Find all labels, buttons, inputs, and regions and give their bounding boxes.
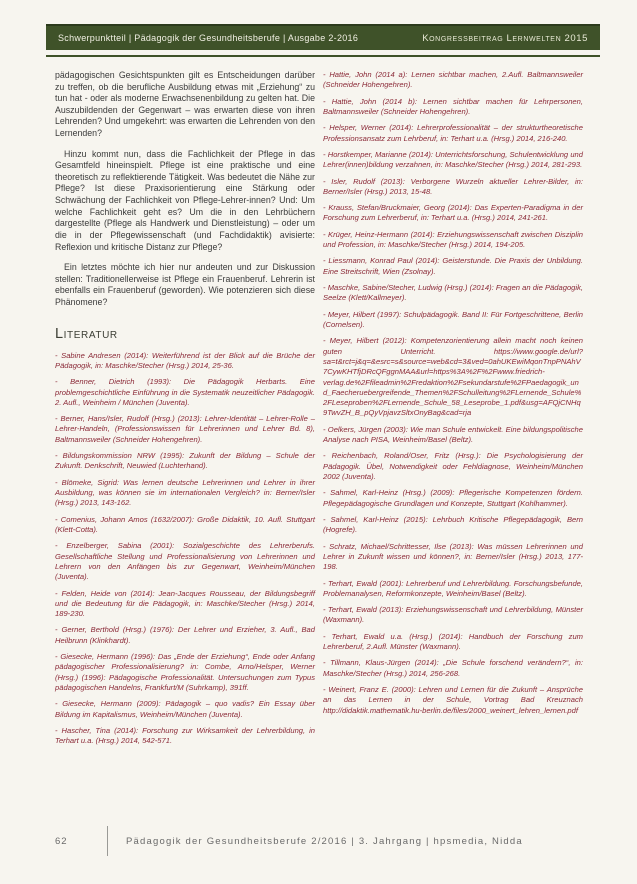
footer xyxy=(55,826,583,856)
left-column xyxy=(55,70,315,753)
paragraph: pädagogischen Gesichtspunkten gilt es Entscheidungen darüber zu treffen, ob die berufliche Ausbildung etwas mit „Erziehung“ zu tun hat - oder als moderne Erwachsenenbildung zu gelten hat. Die Auszubildenden der Gegenwart – was erwarten diese von ihren Lehrenden? Und umgekehrt: was erwarten die Lehrenden von den Lernenden? xyxy=(55,70,315,139)
reference-item: - Hattie, John (2014 b): Lernen sichtbar machen für Lehrpersonen, Baltmannsweiler (Schneider Hohengehren). xyxy=(323,97,583,118)
reference-item: - Sabine Andresen (2014): Weiterführend ist der Blick auf die Brüche der Pädagogik, in: Maschke/Stecher (Hrsg.) 2014, 25-36. xyxy=(55,351,315,372)
reference-item: - Giesecke, Hermann (2009): Pädagogik – quo vadis? Ein Essay über Bildung im Kapitalismus, Weinheim/München (Juventa). xyxy=(55,699,315,720)
reference-item: - Sahmel, Karl-Heinz (2015): Lehrbuch Kritische Pflegepädagogik, Bern (Hogrefe). xyxy=(323,515,583,536)
footer-journal-info: Pädagogik der Gesundheitsberufe 2/2016 | 3. Jahrgang | hpsmedia, Nidda xyxy=(126,835,523,847)
reference-list-right xyxy=(323,70,583,716)
reference-item: - Terhart, Ewald u.a. (Hrsg.) (2014): Handbuch der Forschung zum Lehrerberuf, 2.Aufl. Münster (Waxmann). xyxy=(323,632,583,653)
reference-item: - Isler, Rudolf (2013): Verborgene Wurzeln aktueller Lehrer-Bilder, in: Berner/Isler (Hrsg.) 2013, 15-48. xyxy=(323,177,583,198)
reference-item: - Krüger, Heinz-Hermann (2014): Erziehungswissenschaft zwischen Disziplin und Profession, in: Maschke/Stecher (Hrsg.) 2014, 194-205. xyxy=(323,230,583,251)
reference-item: - Benner, Dietrich (1993): Die Pädagogik Herbarts. Eine problemgeschichtliche Einführung in die Systematik neuzeitlicher Pädagogik. 2. Aufl., Weinheim / München (Juventa). xyxy=(55,377,315,408)
reference-item: - Blömeke, Sigrid: Was lernen deutsche Lehrerinnen und Lehrer in ihrer Ausbildung, was können sie im internationalen Vergleich? in: Berner/Isler (Hrsg.) 2013, 143-162. xyxy=(55,478,315,509)
header-rule xyxy=(46,55,600,57)
paragraph: Hinzu kommt nun, dass die Fachlichkeit der Pflege in das Gesamtfeld hineinspielt. Pflege ist eine praktische und eine theoretisch zu reflektierende Tätigkeit. Was bedeutet die Nähe zur Pflege? Ist diese Praxisorientierung eine Stärkung oder Schwächung der Fachlichkeit von Pflege-Lehrer-innen? Und: Um welche Fachlichkeit geht es? Um die in den Lehrbüchern dargestellte (Pflege als Handwerk und Dienstleistung) – oder um die in der Pflegewissenschaft (und Fachdidaktik) avisierte: Reflexion und kritische Distanz zur Pflege? xyxy=(55,148,315,252)
header-congress-label: Kongressbeitrag Lernwelten 2015 xyxy=(422,32,588,44)
reference-item: - Giesecke, Hermann (1996): Das „Ende der Erziehung“, Ende oder Anfang pädagogischer Professionalisierung? in: Combe, Arno/Helsper, Werner (Hrsg.) (1996): Pädagogische Professionalität. Untersuchungen zum Typus pädagogischen Handelns, Frankfurt/M (Suhrkamp), 391ff. xyxy=(55,652,315,693)
reference-item: - Berner, Hans/Isler, Rudolf (Hrsg.) (2013): Lehrer-Identität – Lehrer-Rolle – Lehrer-Handeln, (Professionswissen für Lehrerinnen und Lehrer Bd. 8), Baltmannsweiler (Schneider Hohengehren). xyxy=(55,414,315,445)
reference-item: - Comenius, Johann Amos (1632/2007): Große Didaktik, 10. Aufl. Stuttgart (Klett-Cotta). xyxy=(55,515,315,536)
page-number: 62 xyxy=(55,835,68,847)
reference-item: - Helsper, Werner (2014): Lehrerprofessionalität – der strukturtheoretische Professionsansatz zum Lehrberuf, in: Terhart u.a. (Hrsg.) 2014, 216-240. xyxy=(323,123,583,144)
reference-item: - Sahmel, Karl-Heinz (Hrsg.) (2009): Pflegerische Kompetenzen fördern. Pflegepädagogische Grundlagen und Konzepte, Stuttgart (Kohlhammer). xyxy=(323,488,583,509)
reference-item: - Enzelberger, Sabina (2001): Sozialgeschichte des Lehrerberufs. Gesellschaftliche Stellung und Professionalisierung von Lehrerinnen und Lehrern von den Anfängen bis zur Gegenwart, Weinheim/München (Juventa). xyxy=(55,541,315,582)
reference-item: - Gerner, Berthold (Hrsg.) (1976): Der Lehrer und Erzieher, 3. Aufl., Bad Heilbrunn (Klinkhardt). xyxy=(55,625,315,646)
reference-item: - Weinert, Franz E. (2000): Lehren und Lernen für die Zukunft – Ansprüche an das Lernen in der Schule, Vortrag Bad Kreuznach http://didaktik.mathematik.hu-berlin.de/files/2000_weinert_lehren_lernen.pdf xyxy=(323,685,583,716)
reference-item: - Horstkemper, Marianne (2014): Unterrichtsforschung, Schulentwicklung und Lehrer(innen)bildung verzahnen, in: Maschke/Stecher (Hrsg.) 2014, 281-293. xyxy=(323,150,583,171)
reference-item: - Maschke, Sabine/Stecher, Ludwig (Hrsg.) (2014): Fragen an die Pädagogik, Seelze (Klett/Kallmeyer). xyxy=(323,283,583,304)
reference-item: - Felden, Heide von (2014): Jean-Jacques Rousseau, der Bildungsbegriff und die Bedeutung für die Pädagogik, in: Maschke/Stecher (Hrsg.) 2014, 189-230. xyxy=(55,589,315,620)
paragraph-list xyxy=(55,70,315,309)
reference-item: - Reichenbach, Roland/Oser, Fritz (Hrsg.): Die Psychologisierung der Pädagogik. Übel, Notwendigkeit oder Fehldiagnose, Weinheim/München 2002 (Juventa). xyxy=(323,451,583,482)
article-body xyxy=(55,70,583,753)
reference-item: - Bildungskommission NRW (1995): Zukunft der Bildung – Schule der Zukunft. Denkschrift, Neuwied (Luchterhand). xyxy=(55,451,315,472)
reference-item: - Hattie, John (2014 a): Lernen sichtbar machen, 2.Aufl. Baltmannsweiler (Schneider Hohengehren). xyxy=(323,70,583,91)
reference-item: - Schratz, Michael/Schrittesser, Ilse (2013): Was müssen Lehrerinnen und Lehrer in Zukunft wissen und können?, in: Berner/Isler (Hrsg.) 2013, 177-198. xyxy=(323,542,583,573)
reference-item: - Oelkers, Jürgen (2003): Wie man Schule entwickelt. Eine bildungspolitische Analyse nach PISA, Weinheim/Basel (Beltz). xyxy=(323,425,583,446)
reference-item: - Meyer, Hilbert (1997): Schulpädagogik. Band II: Für Fortgeschrittene, Berlin (Cornelsen). xyxy=(323,310,583,331)
reference-item: - Liessmann, Konrad Paul (2014): Geisterstunde. Die Praxis der Unbildung. Eine Streitschrift, Wien (Zsolnay). xyxy=(323,256,583,277)
reference-item: - Hascher, Tina (2014): Forschung zur Wirksamkeit der Lehrerbildung, in Terhart u.a. (Hrsg.) 2014, 542-571. xyxy=(55,726,315,747)
literature-heading: Literatur xyxy=(55,325,118,342)
footer-divider xyxy=(107,826,108,856)
reference-item: - Meyer, Hilbert (2012): Kompetenzorientierung allein macht noch keinen guten Unterricht. https://www.google.de/url?sa=t&rct=j&q=&esrc=s&source=web&cd=3&ved=0ahUKEwiMqonTnpPNAhV7CywKHTfjDRcQFggnMAA&url=https%3A%2F%2Fwww.friedrich-verlag.de%2Ffileadmin%2Fredaktion%2Fsekundarstufe%2FPaedagogik_und_Faecheruebergreifende_Themen%2FSchulleitung%2FLernende_Schule%2FLeseproben%2FLernende_Schule_58_Leseprobe_1.pdf&usg=AFQjCNHq9TwvZH_B_pQyVpjavzSltxOnyBag&cad=rja xyxy=(323,336,583,419)
reference-list-left xyxy=(55,351,315,747)
paragraph: Ein letztes möchte ich hier nur andeuten und zur Diskussion stellen: Traditionellerweise ist Pflege ein Frauenberuf. Lehrerin ist ebenfalls ein Frauenberuf (geworden). Wie potenzieren sich diese Phänomene? xyxy=(55,262,315,307)
reference-item: - Terhart, Ewald (2001): Lehrerberuf und Lehrerbildung. Forschungsbefunde, Problemanalysen, Reformkonzepte, Weinheim/Basel (Beltz). xyxy=(323,579,583,600)
reference-item: - Terhart, Ewald (2013): Erziehungswissenschaft und Lehrerbildung, Münster (Waxmann). xyxy=(323,605,583,626)
header-section-title: Schwerpunktteil | Pädagogik der Gesundheitsberufe | Ausgabe 2-2016 xyxy=(58,33,359,43)
header-bar xyxy=(46,24,600,50)
right-column xyxy=(323,70,583,753)
reference-item: - Tillmann, Klaus-Jürgen (2014): „Die Schule forschend verändern?“, in: Maschke/Stecher (Hrsg.) 2014, 256-268. xyxy=(323,658,583,679)
reference-item: - Krauss, Stefan/Bruckmaier, Georg (2014): Das Experten-Paradigma in der Forschung zum Lehrerberuf, in: Terhart u.a. (Hrsg.) 2014, 241-261. xyxy=(323,203,583,224)
